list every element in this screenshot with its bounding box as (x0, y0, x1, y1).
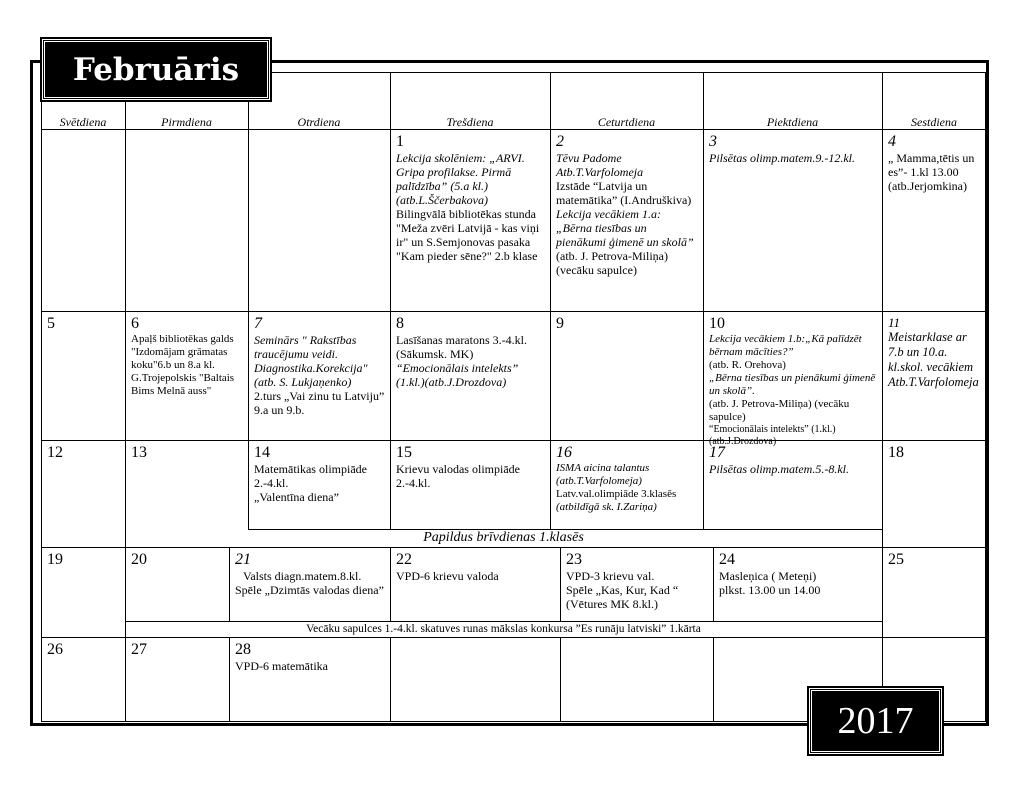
grid-line (248, 72, 249, 529)
event-text: (atb. J. Petrova-Miliņa) (vecāku sapulce) (556, 249, 668, 277)
day-cell-12 (43, 442, 124, 546)
event-text: Krievu valodas olimpiāde 2.-4.kl. (396, 462, 520, 490)
event-text: Meistarklase ar 7.b un 10.a. kl.skol. vecākiem Atb.T.Varfolomeja (888, 330, 979, 389)
day-cell-7 (250, 313, 389, 439)
event-text: VPD-6 matemātika (235, 659, 328, 673)
day-cell-1 (392, 131, 549, 310)
day-number: 1 (396, 133, 404, 150)
day-cell-26 (43, 639, 124, 721)
day-number: 28 (235, 641, 251, 658)
day-number: 27 (131, 641, 147, 658)
grid-line (390, 547, 391, 621)
grid-line (41, 637, 986, 638)
day-cell-20 (127, 549, 228, 620)
event-text: Lekcija vecākiem 1.b:„Kā palīdzēt bērnam mācīties?” (709, 333, 862, 358)
day-number: 5 (47, 315, 55, 332)
day-cell-19 (43, 549, 124, 636)
event-text: 2.turs „Vai zinu tu Latviju” 9.a un 9.b. (254, 389, 385, 417)
event-text: Spēle „Dzimtās valodas diena” (235, 583, 384, 597)
grid-line (560, 637, 561, 722)
event-text: Latv.val.olimpiāde 3.klasēs (556, 488, 677, 500)
grid-line (229, 637, 230, 722)
event-text: VPD-6 krievu valoda (396, 569, 499, 583)
day-cell-15 (392, 442, 549, 528)
event-text: Izstāde “Latvija un matemātika” (I.Andruškiva) (556, 179, 692, 207)
event-text: (atbildīgā sk. I.Zariņa) (556, 501, 657, 513)
event-text: „Valentīna diena” (254, 490, 339, 504)
day-cell-22 (392, 549, 559, 620)
grid-line (390, 637, 391, 722)
grid-line (703, 72, 704, 529)
day-cell-6 (127, 313, 247, 439)
month-title: Februāris (42, 39, 270, 100)
day-cell-16 (552, 442, 702, 528)
grid-line (41, 311, 986, 312)
day-number: 17 (709, 444, 725, 461)
event-text: “Emocionālais intelekts” (1.kl.)(atb.J.Drozdova) (396, 361, 519, 389)
dayname-thursday: Ceturtdiena (597, 115, 656, 129)
day-number: 11 (888, 315, 901, 330)
day-number: 8 (396, 315, 404, 332)
dayname-friday: Piektdiena (766, 115, 819, 129)
day-number: 25 (888, 551, 904, 568)
event-text: Bilingvālā bibliotēkas stunda "Meža zvēri Latvijā - kas viņi ir" un S.Semjonovas pasaka "Kam pieder sēne?" 2.b klase (396, 207, 540, 263)
day-number: 9 (556, 315, 564, 332)
event-text: Spēle „Kas, Kur, Kad “ (Vētures MK 8.kl.) (566, 583, 679, 611)
grid-line (882, 547, 986, 548)
dayname-monday: Pirmdiena (161, 115, 212, 129)
grid-line (560, 547, 561, 621)
event-text: Pilsētas olimp.matem.5.-8.kl. (709, 462, 849, 476)
day-number: 13 (131, 444, 147, 461)
day-cell-28 (231, 639, 389, 721)
day-number: 18 (888, 444, 904, 461)
day-cell-27 (127, 639, 228, 721)
dayname-wednesday: Trešdiena (446, 115, 494, 129)
holiday-banner: Papildus brīvdienas 1.klasēs (423, 530, 584, 545)
event-text: (atb. J. Petrova-Miliņa) (vecāku sapulce) (709, 398, 850, 423)
event-text: ISMA aicina talantus (atb.T.Varfolomeja) (556, 462, 650, 487)
parents-meeting-banner: Vecāku sapulces 1.-4.kl. skatuves runas mākslas konkursa ”Es runāju latviski” 1.kārta (306, 623, 701, 635)
day-number: 2 (556, 133, 564, 150)
day-number: 3 (709, 133, 717, 150)
day-number: 7 (254, 315, 262, 332)
day-number: 4 (888, 133, 896, 150)
day-number: 24 (719, 551, 735, 568)
day-number: 10 (709, 315, 725, 332)
event-text: Tēvu Padome Atb.T.Varfolomeja (556, 151, 644, 179)
event-text: Valsts diagn.matem.8.kl. (243, 569, 362, 583)
day-cell-3 (705, 131, 881, 310)
event-text: „ Mamma,tētis un es”- 1.kl 13.00 (atb.Jerjomkina) (888, 151, 975, 193)
event-text: “Emocionālais intelekts” (1.kl.) (atb.J.Drozdova) (709, 424, 836, 447)
grid-line (713, 547, 714, 621)
day-cell-2 (552, 131, 702, 310)
day-number: 12 (47, 444, 63, 461)
day-cell-8 (392, 313, 549, 439)
grid-line (713, 637, 714, 722)
event-text: Lasīšanas maratons 3.-4.kl. (Sākumsk. MK) (396, 333, 527, 361)
day-cell-21 (231, 549, 389, 620)
day-cell-5 (43, 313, 124, 439)
grid-line (550, 72, 551, 529)
day-number: 19 (47, 551, 63, 568)
day-number: 20 (131, 551, 147, 568)
day-cell-13 (127, 442, 247, 528)
event-text: Pilsētas olimp.matem.9.-12.kl. (709, 151, 855, 165)
day-number: 14 (254, 444, 270, 461)
day-cell-25 (884, 549, 985, 636)
event-text: Lekcija vecākiem 1.a: „Bērna tiesības un pienākumi ģimenē un skolā” (556, 207, 694, 249)
year-badge: 2017 (809, 688, 942, 754)
event-text: (atb. R. Orehova) (709, 359, 786, 371)
day-cell-17 (705, 442, 881, 528)
grid-line (229, 547, 230, 621)
event-text: plkst. 13.00 un 14.00 (719, 583, 821, 597)
event-text: VPD-3 krievu val. (566, 569, 655, 583)
grid-line (41, 547, 125, 548)
day-number: 22 (396, 551, 412, 568)
day-cell-9 (552, 313, 702, 439)
day-number: 21 (235, 551, 251, 568)
day-number: 15 (396, 444, 412, 461)
day-cell-24 (715, 549, 881, 620)
grid-line (390, 72, 391, 529)
event-text: Matemātikas olimpiāde 2.-4.kl. (254, 462, 367, 490)
day-number: 26 (47, 641, 63, 658)
dayname-saturday: Sestdiena (911, 115, 957, 129)
day-cell-23 (562, 549, 712, 620)
event-text: Masleņica ( Meteņi) (719, 569, 817, 583)
dayname-sunday: Svētdiena (59, 115, 107, 129)
day-cell-10 (705, 313, 881, 447)
event-text: Apaļš bibliotēkas galds "Izdomājam grāmatas koku"6.b un 8.a kl. G.Trojepolskis "Baltais Bims Melnā auss" (131, 333, 235, 397)
day-cell-11 (884, 313, 985, 439)
grid-line (882, 72, 883, 722)
day-cell-4 (884, 131, 985, 310)
day-cell-14 (250, 442, 389, 528)
day-number: 16 (556, 444, 572, 461)
day-cell-18 (884, 442, 985, 546)
grid-line (125, 547, 882, 548)
event-text: „Bērna tiesības un pienākumi ģimenē un skolā”. (709, 372, 876, 397)
day-number: 23 (566, 551, 582, 568)
day-number: 6 (131, 315, 139, 332)
event-text: Lekcija skolēniem: „ARVI. Gripa profilakse. Pirmā palīdzība” (5.a kl.) (atb.L.Ščerbakova) (396, 151, 525, 207)
event-text: Seminārs " Rakstības traucējumu veidi. Diagnostika.Korekcija" (atb. S. Lukjaņenko) (254, 333, 368, 389)
dayname-tuesday: Otrdiena (297, 115, 341, 129)
